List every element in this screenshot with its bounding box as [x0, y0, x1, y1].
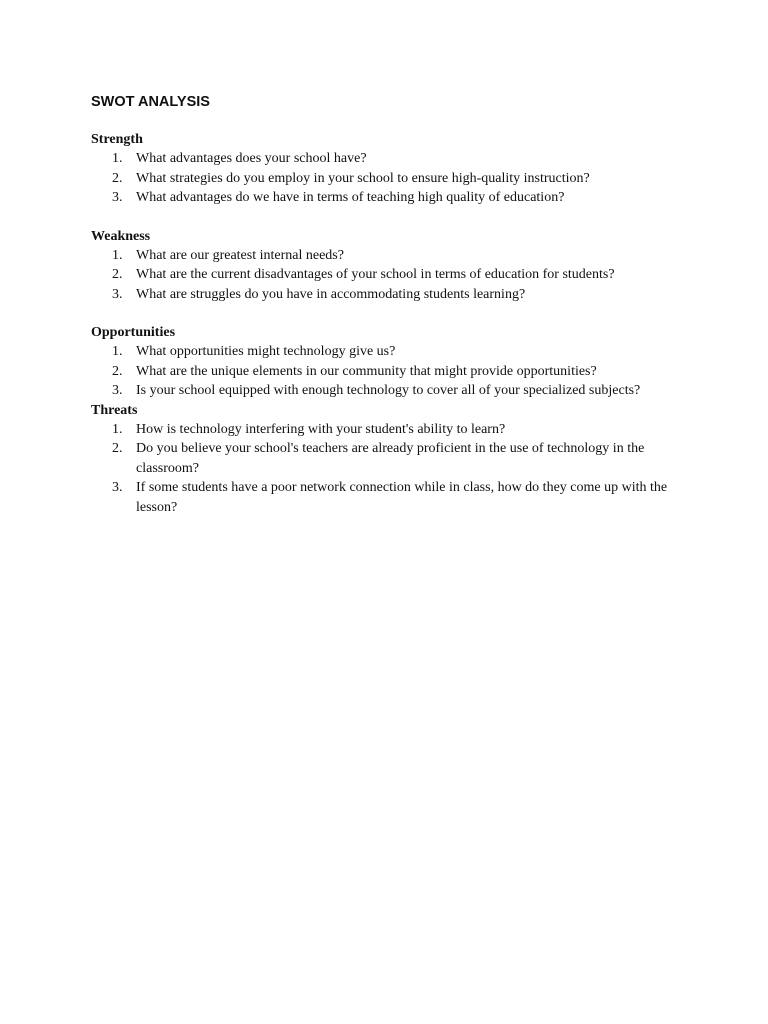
list-item — [91, 478, 671, 517]
item-number: 2. — [112, 363, 123, 379]
item-text: What are struggles do you have in accommodating students learning? — [136, 286, 526, 302]
section-threats — [91, 401, 691, 518]
item-number: 3. — [112, 383, 123, 398]
section-heading: Strength — [91, 132, 143, 147]
item-text: Is your school equipped with enough technology to cover all of your specialized subjects? — [136, 383, 641, 398]
list-item — [91, 439, 671, 478]
item-text: What strategies do you employ in your school to ensure high-quality instruction? — [136, 170, 590, 186]
list-item — [91, 246, 671, 266]
item-number: 2. — [112, 441, 123, 456]
item-number: 2. — [112, 267, 123, 282]
section-opportunities — [91, 323, 691, 401]
item-text: What are the current disadvantages of your school in terms of education for students? — [136, 267, 615, 282]
item-number: 1. — [112, 344, 123, 359]
item-text: What are our greatest internal needs? — [136, 247, 344, 263]
section-heading: Weakness — [91, 228, 151, 244]
section-heading: Threats — [91, 402, 138, 418]
section-strength — [91, 130, 691, 208]
item-number: 1. — [112, 421, 123, 437]
list-item — [91, 362, 671, 382]
question-list — [91, 246, 691, 305]
item-text: What advantages does your school have? — [136, 151, 367, 166]
section-heading: Opportunities — [91, 325, 176, 340]
item-text: What advantages do we have in terms of teaching high quality of education? — [136, 190, 565, 205]
question-list — [91, 420, 691, 518]
item-number: 1. — [112, 247, 123, 263]
list-item — [91, 285, 671, 305]
item-text: If some students have a poor network connection while in class, how do they come up with the lesson? — [136, 480, 668, 515]
question-list — [91, 149, 691, 208]
item-number: 1. — [112, 151, 123, 166]
list-item — [91, 381, 671, 401]
list-item — [91, 188, 671, 208]
document-title: SWOT ANALYSIS — [91, 94, 210, 110]
item-number: 3. — [112, 286, 123, 302]
item-number: 3. — [112, 190, 123, 205]
item-text: How is technology interfering with your student's ability to learn? — [136, 421, 506, 437]
list-item — [91, 342, 671, 362]
list-item — [91, 149, 671, 169]
item-text: Do you believe your school's teachers are already proficient in the use of technology in the classroom? — [136, 441, 645, 476]
item-text: What opportunities might technology give us? — [136, 344, 396, 359]
item-number: 3. — [112, 480, 123, 495]
section-weakness — [91, 227, 691, 305]
question-list — [91, 342, 691, 401]
list-item — [91, 169, 671, 189]
list-item — [91, 420, 671, 440]
item-number: 2. — [112, 170, 123, 186]
list-item — [91, 265, 671, 285]
document-body — [91, 93, 691, 517]
item-text: What are the unique elements in our community that might provide opportunities? — [136, 363, 597, 379]
